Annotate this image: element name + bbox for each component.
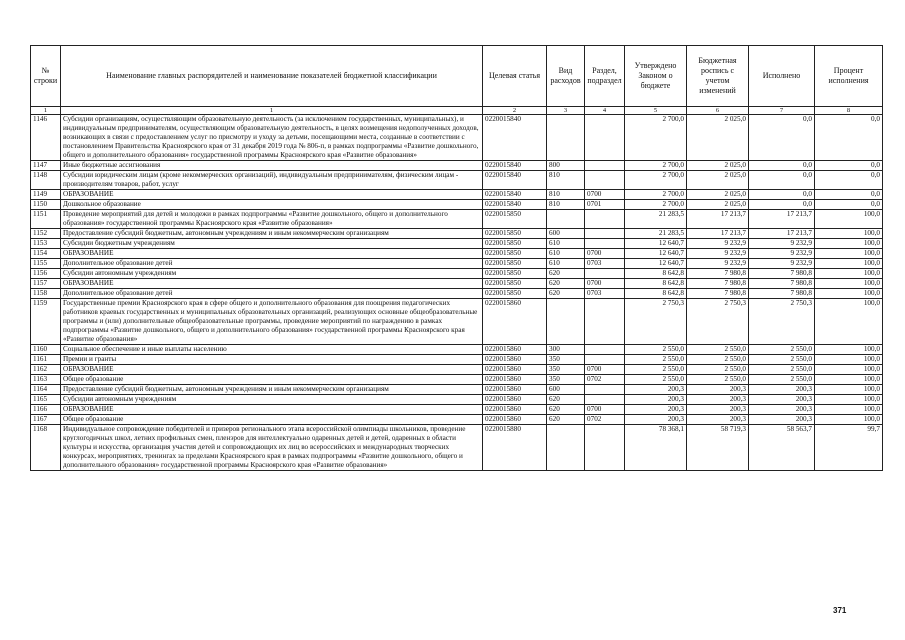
- budget-schedule-cell: 2 025,0: [687, 115, 749, 161]
- table-row: [31, 345, 883, 355]
- approved-cell: 8 642,8: [625, 279, 687, 289]
- target-article-cell: 0220015850: [483, 269, 547, 279]
- table-row: [31, 249, 883, 259]
- approved-cell: 12 640,7: [625, 249, 687, 259]
- budget-schedule-cell: 7 980,8: [687, 269, 749, 279]
- section-cell: 0700: [585, 405, 625, 415]
- percent-cell: 100,0: [815, 249, 883, 259]
- row-number-cell: 1162: [31, 365, 61, 375]
- section-cell: [585, 229, 625, 239]
- header-row-number: № строки: [31, 46, 61, 107]
- percent-cell: 0,0: [815, 200, 883, 210]
- header-expense-type: Вид расходов: [547, 46, 585, 107]
- budget-schedule-cell: 7 980,8: [687, 289, 749, 299]
- column-number: 1: [31, 107, 61, 115]
- expense-type-cell: 350: [547, 355, 585, 365]
- row-number-cell: 1152: [31, 229, 61, 239]
- row-number-cell: 1156: [31, 269, 61, 279]
- section-cell: 0701: [585, 200, 625, 210]
- section-cell: [585, 299, 625, 345]
- row-name-cell: Общее образование: [61, 415, 483, 425]
- target-article-cell: 0220015860: [483, 355, 547, 365]
- budget-schedule-cell: 17 213,7: [687, 229, 749, 239]
- target-article-cell: 0220015840: [483, 161, 547, 171]
- expense-type-cell: 600: [547, 229, 585, 239]
- row-name-cell: ОБРАЗОВАНИЕ: [61, 405, 483, 415]
- executed-cell: 58 563,7: [749, 425, 815, 471]
- executed-cell: 17 213,7: [749, 210, 815, 229]
- approved-cell: 2 700,0: [625, 190, 687, 200]
- approved-cell: 2 550,0: [625, 375, 687, 385]
- executed-cell: 17 213,7: [749, 229, 815, 239]
- executed-cell: 0,0: [749, 115, 815, 161]
- target-article-cell: 0220015860: [483, 405, 547, 415]
- row-number-cell: 1161: [31, 355, 61, 365]
- approved-cell: 21 283,5: [625, 229, 687, 239]
- percent-cell: 100,0: [815, 345, 883, 355]
- table-body: [31, 115, 883, 471]
- table-row: [31, 190, 883, 200]
- section-cell: 0703: [585, 259, 625, 269]
- table-row: [31, 425, 883, 471]
- approved-cell: 2 700,0: [625, 200, 687, 210]
- expense-type-cell: 620: [547, 395, 585, 405]
- row-name-cell: Социальное обеспечение и иные выплаты населению: [61, 345, 483, 355]
- executed-cell: 9 232,9: [749, 239, 815, 249]
- executed-cell: 9 232,9: [749, 259, 815, 269]
- percent-cell: 100,0: [815, 395, 883, 405]
- expense-type-cell: 620: [547, 269, 585, 279]
- executed-cell: 9 232,9: [749, 249, 815, 259]
- expense-type-cell: 620: [547, 405, 585, 415]
- column-number: 7: [749, 107, 815, 115]
- budget-schedule-cell: 2 550,0: [687, 345, 749, 355]
- executed-cell: 200,3: [749, 395, 815, 405]
- table-row: [31, 299, 883, 345]
- approved-cell: 12 640,7: [625, 259, 687, 269]
- expense-type-cell: 350: [547, 375, 585, 385]
- row-number-cell: 1153: [31, 239, 61, 249]
- approved-cell: 200,3: [625, 415, 687, 425]
- section-cell: 0700: [585, 190, 625, 200]
- budget-schedule-cell: 200,3: [687, 385, 749, 395]
- expense-type-cell: 810: [547, 200, 585, 210]
- budget-schedule-cell: 7 980,8: [687, 279, 749, 289]
- budget-schedule-cell: 2 550,0: [687, 375, 749, 385]
- executed-cell: 7 980,8: [749, 269, 815, 279]
- row-name-cell: Иные бюджетные ассигнования: [61, 161, 483, 171]
- target-article-cell: 0220015840: [483, 190, 547, 200]
- budget-schedule-cell: 2 750,3: [687, 299, 749, 345]
- table-row: [31, 259, 883, 269]
- percent-cell: 100,0: [815, 210, 883, 229]
- approved-cell: 2 550,0: [625, 365, 687, 375]
- executed-cell: 200,3: [749, 415, 815, 425]
- approved-cell: 12 640,7: [625, 239, 687, 249]
- section-cell: [585, 345, 625, 355]
- budget-schedule-cell: 9 232,9: [687, 259, 749, 269]
- budget-schedule-cell: 2 025,0: [687, 171, 749, 190]
- header-section: Раздел, подраздел: [585, 46, 625, 107]
- executed-cell: 2 550,0: [749, 355, 815, 365]
- row-number-cell: 1155: [31, 259, 61, 269]
- target-article-cell: 0220015850: [483, 259, 547, 269]
- target-article-cell: 0220015860: [483, 415, 547, 425]
- expense-type-cell: 620: [547, 415, 585, 425]
- section-cell: [585, 385, 625, 395]
- table-row: [31, 375, 883, 385]
- section-cell: 0702: [585, 375, 625, 385]
- expense-type-cell: 610: [547, 259, 585, 269]
- row-name-cell: Субсидии юридическим лицам (кроме некоммерческих организаций), индивидуальным предпринимателям, физическим лицам - производителям товаров, работ, услуг: [61, 171, 483, 190]
- percent-cell: 0,0: [815, 161, 883, 171]
- approved-cell: 78 368,1: [625, 425, 687, 471]
- row-name-cell: Субсидии организациям, осуществляющим образовательную деятельность (за исключением государственных, муниципальных), и индивидуальным предпринимателям, осуществляющим образовательную деятельность, в целях возмещения недополученных доходов, возникающих в связи с предоставлением услуг по присмотру и уходу за детьми, посещающими места, созданные в соответствии с постановлением Правительства Красноярского края от 31 декабря 2019 года № 806-п, в рамках подпрограммы «Развитие дошкольного, общего и дополнительного образования» государственной программы Красноярского края «Развитие образования»: [61, 115, 483, 161]
- row-name-cell: ОБРАЗОВАНИЕ: [61, 190, 483, 200]
- row-name-cell: ОБРАЗОВАНИЕ: [61, 365, 483, 375]
- executed-cell: 7 980,8: [749, 279, 815, 289]
- header-approved: Утверждено Законом о бюджете: [625, 46, 687, 107]
- expense-type-cell: [547, 115, 585, 161]
- executed-cell: 2 750,3: [749, 299, 815, 345]
- row-name-cell: Предоставление субсидий бюджетным, автономным учреждениям и иным некоммерческим организациям: [61, 229, 483, 239]
- approved-cell: 2 550,0: [625, 345, 687, 355]
- section-cell: 0700: [585, 279, 625, 289]
- row-number-cell: 1159: [31, 299, 61, 345]
- percent-cell: 0,0: [815, 171, 883, 190]
- row-name-cell: Субсидии бюджетным учреждениям: [61, 239, 483, 249]
- approved-cell: 200,3: [625, 385, 687, 395]
- budget-schedule-cell: 58 719,3: [687, 425, 749, 471]
- expense-type-cell: 810: [547, 190, 585, 200]
- approved-cell: 21 283,5: [625, 210, 687, 229]
- expense-type-cell: 610: [547, 239, 585, 249]
- row-name-cell: ОБРАЗОВАНИЕ: [61, 279, 483, 289]
- budget-schedule-cell: 9 232,9: [687, 239, 749, 249]
- approved-cell: 2 700,0: [625, 115, 687, 161]
- row-name-cell: Общее образование: [61, 375, 483, 385]
- row-name-cell: Дополнительное образование детей: [61, 259, 483, 269]
- percent-cell: 0,0: [815, 190, 883, 200]
- executed-cell: 200,3: [749, 385, 815, 395]
- expense-type-cell: 800: [547, 161, 585, 171]
- target-article-cell: 0220015860: [483, 385, 547, 395]
- table-row: [31, 161, 883, 171]
- target-article-cell: 0220015860: [483, 375, 547, 385]
- column-number: 8: [815, 107, 883, 115]
- target-article-cell: 0220015840: [483, 200, 547, 210]
- section-cell: [585, 425, 625, 471]
- target-article-cell: 0220015850: [483, 279, 547, 289]
- budget-schedule-cell: 2 025,0: [687, 161, 749, 171]
- table-row: [31, 289, 883, 299]
- table-row: [31, 279, 883, 289]
- table-row: [31, 355, 883, 365]
- percent-cell: 100,0: [815, 375, 883, 385]
- header-percent: Процент исполнения: [815, 46, 883, 107]
- table-row: [31, 405, 883, 415]
- table-row: [31, 269, 883, 279]
- row-number-cell: 1167: [31, 415, 61, 425]
- row-name-cell: ОБРАЗОВАНИЕ: [61, 249, 483, 259]
- approved-cell: 2 700,0: [625, 161, 687, 171]
- section-cell: [585, 115, 625, 161]
- expense-type-cell: 620: [547, 279, 585, 289]
- table-row: [31, 385, 883, 395]
- target-article-cell: 0220015860: [483, 395, 547, 405]
- row-name-cell: Государственные премии Красноярского края в сфере общего и дополнительного образования для поощрения педагогических работников краевых государственных и муниципальных образовательных организаций, реализующих основные общеобразовательные программы и (или) дополнительные общеобразовательные программы, проведение мероприятий по награждению в рамках подпрограммы «Развитие дошкольного, общего и дополнительного образования» государственной программы Красноярского края «Развитие образования»: [61, 299, 483, 345]
- row-name-cell: Субсидии автономным учреждениям: [61, 395, 483, 405]
- column-number: 6: [687, 107, 749, 115]
- row-number-cell: 1168: [31, 425, 61, 471]
- percent-cell: 99,7: [815, 425, 883, 471]
- row-number-cell: 1165: [31, 395, 61, 405]
- row-number-cell: 1150: [31, 200, 61, 210]
- table-row: [31, 395, 883, 405]
- percent-cell: 100,0: [815, 299, 883, 345]
- executed-cell: 0,0: [749, 190, 815, 200]
- section-cell: 0700: [585, 365, 625, 375]
- row-number-cell: 1149: [31, 190, 61, 200]
- approved-cell: 2 550,0: [625, 355, 687, 365]
- table-row: [31, 415, 883, 425]
- budget-schedule-cell: 2 025,0: [687, 190, 749, 200]
- column-number: 2: [483, 107, 547, 115]
- header-target-article: Целевая статья: [483, 46, 547, 107]
- row-number-cell: 1158: [31, 289, 61, 299]
- section-cell: [585, 239, 625, 249]
- percent-cell: 100,0: [815, 365, 883, 375]
- row-name-cell: Субсидии автономным учреждениям: [61, 269, 483, 279]
- table-row: [31, 115, 883, 161]
- budget-schedule-cell: 2 550,0: [687, 365, 749, 375]
- expense-type-cell: [547, 299, 585, 345]
- executed-cell: 0,0: [749, 200, 815, 210]
- row-number-cell: 1147: [31, 161, 61, 171]
- header-executed: Исполнено: [749, 46, 815, 107]
- section-cell: [585, 395, 625, 405]
- row-name-cell: Дошкольное образование: [61, 200, 483, 210]
- executed-cell: 0,0: [749, 161, 815, 171]
- percent-cell: 100,0: [815, 415, 883, 425]
- expense-type-cell: 620: [547, 289, 585, 299]
- section-cell: [585, 210, 625, 229]
- column-number: 1: [61, 107, 483, 115]
- budget-schedule-cell: 9 232,9: [687, 249, 749, 259]
- approved-cell: 200,3: [625, 395, 687, 405]
- expense-type-cell: 810: [547, 171, 585, 190]
- row-name-cell: Проведение мероприятий для детей и молодежи в рамках подпрограммы «Развитие дошкольного, общего и дополнительного образования» государственной программы Красноярского края «Развитие образования»: [61, 210, 483, 229]
- approved-cell: 8 642,8: [625, 269, 687, 279]
- section-cell: [585, 161, 625, 171]
- expense-type-cell: 600: [547, 385, 585, 395]
- expense-type-cell: [547, 425, 585, 471]
- percent-cell: 100,0: [815, 279, 883, 289]
- expense-type-cell: 300: [547, 345, 585, 355]
- budget-schedule-cell: 200,3: [687, 395, 749, 405]
- target-article-cell: 0220015850: [483, 229, 547, 239]
- row-number-cell: 1157: [31, 279, 61, 289]
- row-number-cell: 1154: [31, 249, 61, 259]
- budget-execution-table: [30, 45, 883, 471]
- row-number-cell: 1164: [31, 385, 61, 395]
- budget-schedule-cell: 2 025,0: [687, 200, 749, 210]
- expense-type-cell: 610: [547, 249, 585, 259]
- target-article-cell: 0220015850: [483, 239, 547, 249]
- row-name-cell: Индивидуальное сопровождение победителей и призеров регионального этапа всероссийской олимпиады школьников, проведение круглогодичных школ, летних профильных смен, пленэров для интеллектуально одаренных детей и детей, одаренных в области культуры и искусства, организация участия детей и сопровождающих их лиц во всероссийских и международных творческих конкурсах, мероприятиях, тренингах за пределами Красноярского края в рамках подпрограммы «Развитие дошкольного, общего и дополнительного образования» государственной программы Красноярского края «Развитие образования»: [61, 425, 483, 471]
- budget-schedule-cell: 2 550,0: [687, 355, 749, 365]
- percent-cell: 100,0: [815, 229, 883, 239]
- section-cell: [585, 269, 625, 279]
- header-budget-schedule: Бюджетная роспись с учетом изменений: [687, 46, 749, 107]
- target-article-cell: 0220015850: [483, 210, 547, 229]
- section-cell: [585, 171, 625, 190]
- page-number: 371: [833, 606, 847, 615]
- row-number-cell: 1163: [31, 375, 61, 385]
- executed-cell: 7 980,8: [749, 289, 815, 299]
- percent-cell: 100,0: [815, 355, 883, 365]
- table-row: [31, 365, 883, 375]
- section-cell: 0700: [585, 249, 625, 259]
- percent-cell: 100,0: [815, 405, 883, 415]
- executed-cell: 2 550,0: [749, 375, 815, 385]
- column-number: 5: [625, 107, 687, 115]
- section-cell: 0703: [585, 289, 625, 299]
- target-article-cell: 0220015850: [483, 289, 547, 299]
- target-article-cell: 0220015840: [483, 171, 547, 190]
- percent-cell: 0,0: [815, 115, 883, 161]
- target-article-cell: 0220015860: [483, 299, 547, 345]
- column-number: 4: [585, 107, 625, 115]
- table-row: [31, 171, 883, 190]
- table-row: [31, 239, 883, 249]
- expense-type-cell: 350: [547, 365, 585, 375]
- row-number-cell: 1166: [31, 405, 61, 415]
- table-row: [31, 210, 883, 229]
- executed-cell: 0,0: [749, 171, 815, 190]
- approved-cell: 8 642,8: [625, 289, 687, 299]
- executed-cell: 200,3: [749, 405, 815, 415]
- section-cell: 0702: [585, 415, 625, 425]
- target-article-cell: 0220015880: [483, 425, 547, 471]
- row-name-cell: Дополнительное образование детей: [61, 289, 483, 299]
- expense-type-cell: [547, 210, 585, 229]
- approved-cell: 2 700,0: [625, 171, 687, 190]
- budget-schedule-cell: 200,3: [687, 405, 749, 415]
- percent-cell: 100,0: [815, 269, 883, 279]
- row-name-cell: Предоставление субсидий бюджетным, автономным учреждениям и иным некоммерческим организациям: [61, 385, 483, 395]
- percent-cell: 100,0: [815, 385, 883, 395]
- budget-schedule-cell: 200,3: [687, 415, 749, 425]
- table-row: [31, 200, 883, 210]
- target-article-cell: 0220015860: [483, 345, 547, 355]
- percent-cell: 100,0: [815, 289, 883, 299]
- row-number-cell: 1160: [31, 345, 61, 355]
- row-name-cell: Премии и гранты: [61, 355, 483, 365]
- approved-cell: 2 750,3: [625, 299, 687, 345]
- percent-cell: 100,0: [815, 259, 883, 269]
- table-row: [31, 229, 883, 239]
- percent-cell: 100,0: [815, 239, 883, 249]
- section-cell: [585, 355, 625, 365]
- target-article-cell: 0220015860: [483, 365, 547, 375]
- row-number-cell: 1151: [31, 210, 61, 229]
- executed-cell: 2 550,0: [749, 345, 815, 355]
- row-number-cell: 1146: [31, 115, 61, 161]
- header-name: Наименование главных распорядителей и наименование показателей бюджетной классификации: [61, 46, 483, 107]
- budget-schedule-cell: 17 213,7: [687, 210, 749, 229]
- target-article-cell: 0220015840: [483, 115, 547, 161]
- target-article-cell: 0220015850: [483, 249, 547, 259]
- executed-cell: 2 550,0: [749, 365, 815, 375]
- row-number-cell: 1148: [31, 171, 61, 190]
- approved-cell: 200,3: [625, 405, 687, 415]
- column-number: 3: [547, 107, 585, 115]
